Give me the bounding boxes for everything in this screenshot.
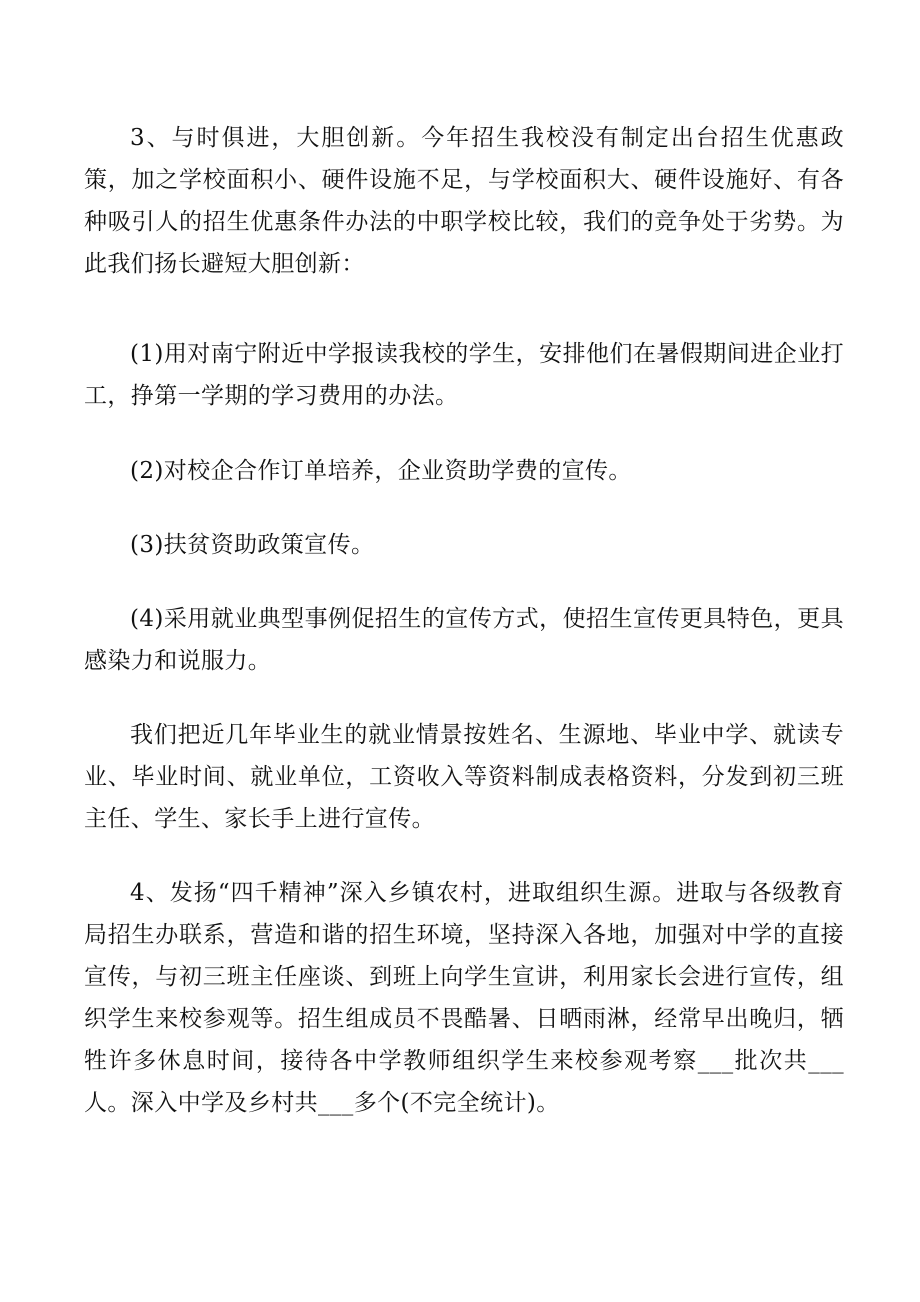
paragraph-item-4: (4)采用就业典型事例促招生的宣传方式，使招生宣传更具特色，更具感染力和说服力。 xyxy=(84,606,844,674)
paragraph-item-3: (3)扶贫资助政策宣传。 xyxy=(130,532,375,558)
paragraph-item-2: (2)对校企合作订单培养，企业资助学费的宣传。 xyxy=(130,458,632,484)
paragraph-four-thousand-spirit: 4、发扬“四千精神”深入乡镇农村，进取组织生源。进取与各级教育局招生办联系，营造和谐的招生环境，坚持深入各地，加强对中学的直接宣传，与初三班主任座谈、到班上向学生宣讲，利用家长会进行宣传，组织学生来校参观等。招生组成员不畏酷暑、日晒雨淋，经常早出晚归，牺牲许多休息时间，接待各中学教师组织学生来校参观考察___批次共___人。深入中学及乡村共___多个(不完全统计)。 xyxy=(84,880,844,1116)
paragraph-innovation: 3、与时俱进，大胆创新。今年招生我校没有制定出台招生优惠政策，加之学校面积小、硬件设施不足，与学校面积大、硬件设施好、有各种吸引人的招生优惠条件办法的中职学校比较，我们的竞争处于劣势。为此我们扬长避短大胆创新： xyxy=(84,125,844,277)
paragraph-item-1: (1)用对南宁附近中学报读我校的学生，安排他们在暑假期间进企业打工，挣第一学期的学习费用的办法。 xyxy=(84,341,844,409)
paragraph-graduate-info: 我们把近几年毕业生的就业情景按姓名、生源地、毕业中学、就读专业、毕业时间、就业单位，工资收入等资料制成表格资料，分发到初三班主任、学生、家长手上进行宣传。 xyxy=(84,722,844,832)
